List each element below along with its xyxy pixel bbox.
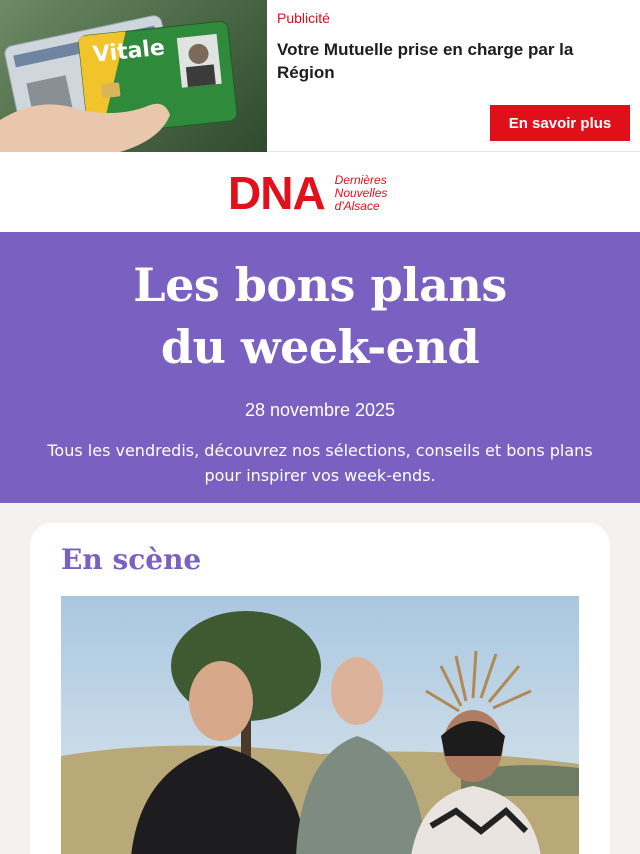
section-photo[interactable]	[61, 596, 579, 854]
logo-subtitle	[335, 174, 388, 213]
section-title: En scène	[61, 543, 202, 576]
health-card-illustration	[0, 0, 267, 152]
dna-logo[interactable]	[228, 167, 388, 219]
logo-line-2: Nouvelles	[334, 185, 388, 200]
logo-bar	[0, 152, 640, 232]
hero-description: Tous les vendredis, découvrez nos sélections, conseils et bons plans pour inspirer vos week-ends.	[47, 441, 593, 485]
hero-date: 28 novembre 2025	[244, 400, 396, 420]
hero-title-line-2: du week-end	[160, 320, 480, 374]
section-card	[30, 523, 610, 854]
hero-title-line-1: Les bons plans	[133, 258, 507, 312]
hero-title	[0, 254, 640, 378]
card-label: Vitale	[91, 35, 167, 68]
hero-banner	[0, 232, 640, 503]
ad-image[interactable]	[0, 0, 267, 152]
logo-mark: DNA	[228, 167, 325, 219]
learn-more-button[interactable]: En savoir plus	[490, 105, 630, 141]
logo-line-3: d'Alsace	[334, 198, 380, 213]
advertisement[interactable]	[0, 0, 640, 152]
trio-photo	[61, 596, 579, 854]
ad-label: Publicité	[277, 10, 330, 26]
logo-line-1: Dernières	[334, 172, 387, 187]
ad-title[interactable]: Votre Mutuelle prise en charge par la Région	[277, 40, 574, 82]
